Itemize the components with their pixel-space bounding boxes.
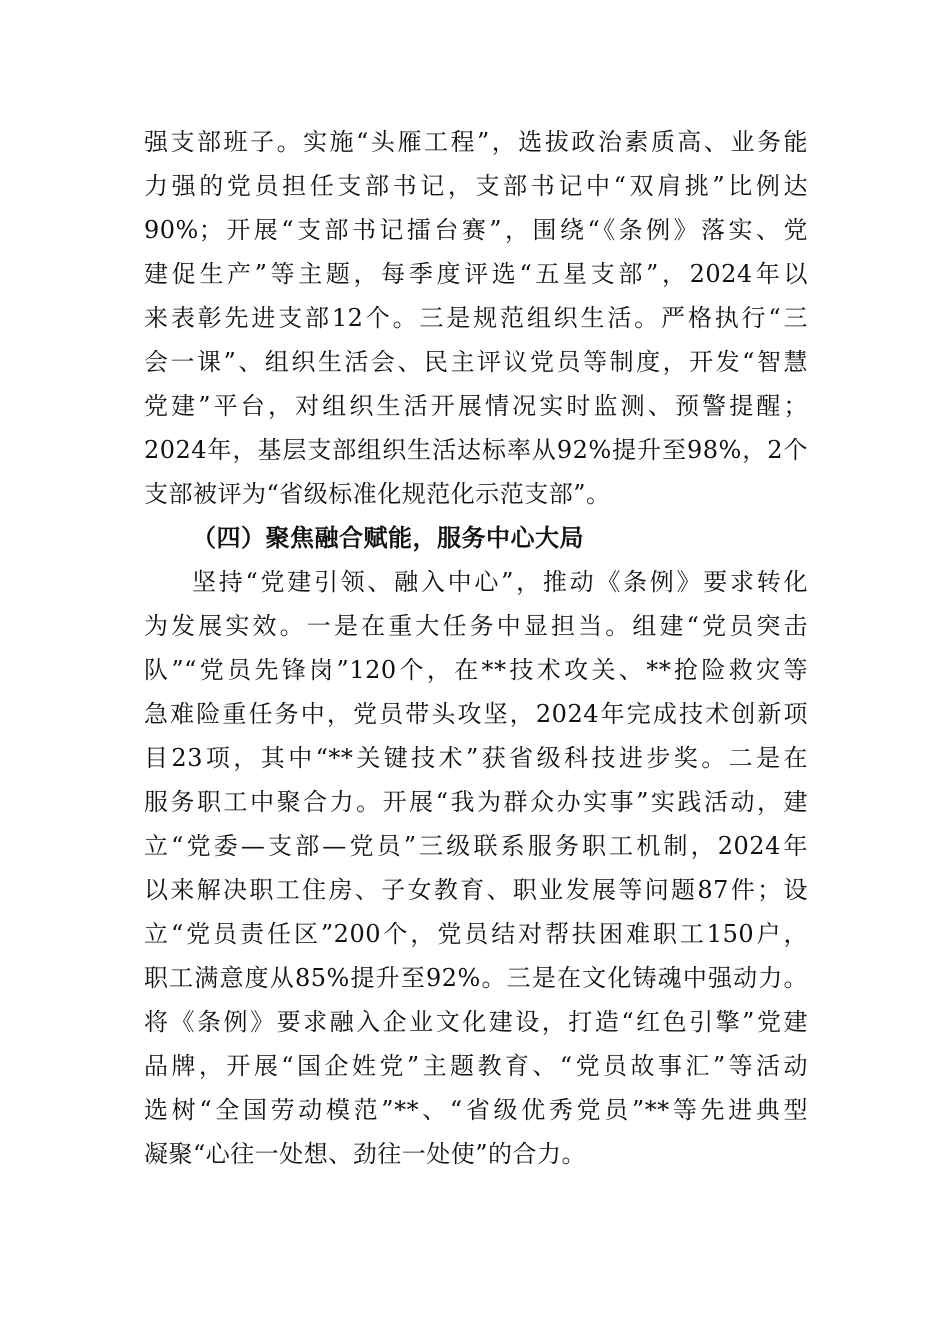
text-line: 队”“党员先锋岗”120个，在**技术攻关、**抢险救灾等 (144, 656, 808, 684)
text-line: 2024年，基层支部组织生活达标率从92%提升至98%，2个 (144, 436, 808, 464)
paragraph-integration-empowerment (144, 560, 808, 1176)
text-line: 来表彰先进支部12个。三是规范组织生活。严格执行“三 (144, 304, 808, 332)
text-line: 坚持“党建引领、融入中心”，推动《条例》要求转化 (192, 568, 808, 596)
text-line: 立“党委—支部—党员”三级联系服务职工机制，2024年 (144, 832, 808, 860)
text-line: 强支部班子。实施“头雁工程”，选拔政治素质高、业务能 (144, 128, 808, 156)
text-line: 力强的党员担任支部书记，支部书记中“双肩挑”比例达 (144, 172, 808, 200)
text-line: 支部被评为“省级标准化规范化示范支部”。 (144, 480, 611, 508)
section-heading: （四）聚焦融合赋能，服务中心大局 (192, 524, 584, 552)
text-line: 党建”平台，对组织生活开展情况实时监测、预警提醒； (144, 392, 808, 420)
text-line: 立“党员责任区”200个，党员结对帮扶困难职工150户， (144, 920, 808, 948)
text-line: 90%；开展“支部书记擂台赛”，围绕“《条例》落实、党 (144, 216, 808, 244)
text-line: 职工满意度从85%提升至92%。三是在文化铸魂中强动力。 (144, 964, 808, 992)
text-line: 为发展实效。一是在重大任务中显担当。组建“党员突击 (144, 612, 808, 640)
text-line: 凝聚“心往一处想、劲往一处使”的合力。 (144, 1140, 587, 1168)
text-line: 选树“全国劳动模范”**、“省级优秀党员”**等先进典型 (144, 1096, 808, 1124)
text-line: 品牌，开展“国企姓党”主题教育、“党员故事汇”等活动 (144, 1052, 808, 1080)
text-line: 目23项，其中“**关键技术”获省级科技进步奖。二是在 (144, 744, 808, 772)
text-line: 急难险重任务中，党员带头攻坚，2024年完成技术创新项 (144, 700, 808, 728)
text-line: 以来解决职工住房、子女教育、职业发展等问题87件；设 (144, 876, 808, 904)
text-line: 会一课”、组织生活会、民主评议党员等制度，开发“智慧 (144, 348, 808, 376)
text-line: 服务职工中聚合力。开展“我为群众办实事”实践活动，建 (144, 788, 808, 816)
paragraph-branch-organization (144, 120, 808, 516)
text-line: 建促生产”等主题，每季度评选“五星支部”，2024年以 (144, 260, 808, 288)
text-line: 将《条例》要求融入企业文化建设，打造“红色引擎”党建 (144, 1008, 808, 1036)
document-body (144, 120, 808, 1176)
